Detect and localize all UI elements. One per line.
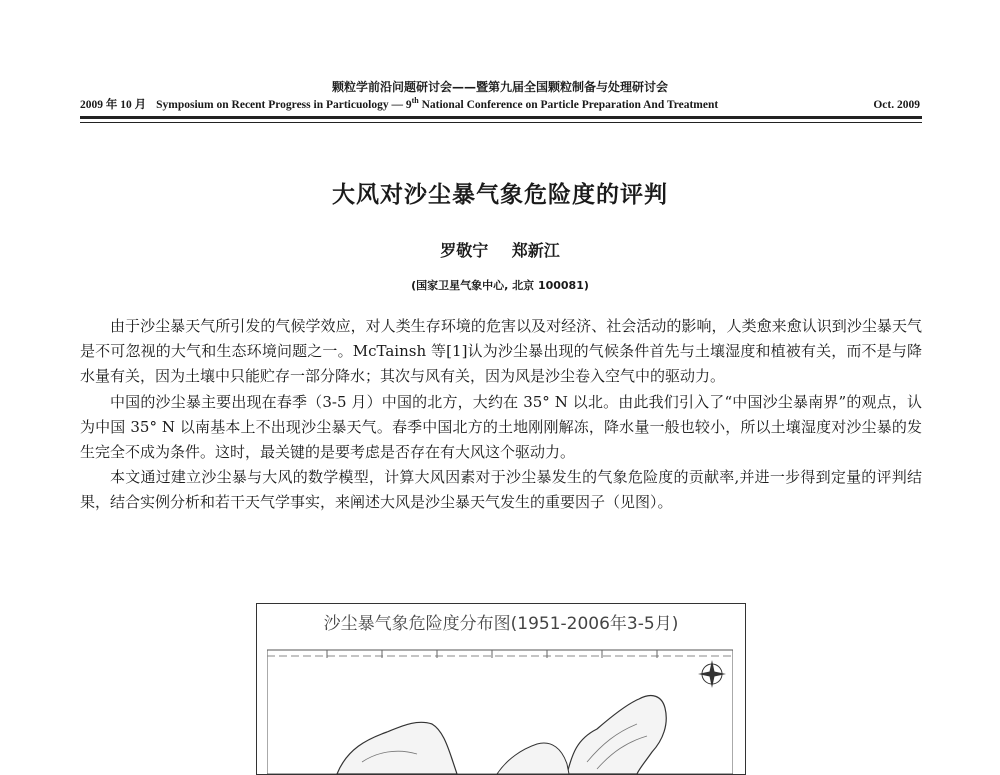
compass-rose-icon [698,660,726,688]
header-date-en: Oct. 2009 [873,99,920,111]
header-rule-thin [80,122,922,123]
header-symposium: Symposium on Recent Progress in Particuology — 9 [156,99,412,111]
figure-title: 沙尘暴气象危险度分布图(1951-2006年3-5月) [323,614,679,634]
header-conference-en [146,96,873,111]
paragraph-3: 本文通过建立沙尘暴与大风的数学模型，计算大风因素对于沙尘暴发生的气象危险度的贡献率,并进一步得到定量的评判结果，结合实例分析和若干天气学事实，来阐述大风是沙尘暴天气发生的重要因子（见图）。 [80,468,922,512]
running-header-en [80,96,920,112]
paragraph-1: 由于沙尘暴天气所引发的气候学效应，对人类生存环境的危害以及对经济、社会活动的影响，人类愈来愈认识到沙尘暴天气是不可忽视的大气和生态环境问题之一。McTainsh 等[1]认为沙尘暴出现的气候条件首先与土壤湿度和植被有关，而不是与降水量有关，因为土壤中只能贮存一部分降水；其次与风有关，因为风是沙尘卷入空气中的驱动力。 [80,317,922,386]
header-conference-name: National Conference on Particle Preparation And Treatment [418,99,719,111]
header-ordinal: th [411,96,419,106]
running-header-cn: 颗粒学前沿问题研讨会——暨第九届全国颗粒制备与处理研讨会 [331,80,668,94]
map-tick-marks [327,650,657,658]
china-west-outline [337,722,457,774]
paragraph-2: 中国的沙尘暴主要出现在春季（3-5 月）中国的北方，大约在 35° N 以北。由此我们引入了“中国沙尘暴南界”的观点，认为中国 35° N 以南基本上不出现沙尘暴天气。春季中国北方的土地刚刚解冻，降水量一般也较小，所以土壤湿度对沙尘暴的发生完全不成为条件。这时，最关键的是要考虑是否存在有大风这个驱动力。 [80,392,922,462]
paper-affiliation: (国家卫星气象中心, 北京 100081) [411,279,589,292]
paper-title: 大风对沙尘暴气象危险度的评判 [332,182,668,208]
figure [256,603,746,775]
header-rule-thick [80,116,922,119]
dust-storm-map [267,644,733,774]
paper-authors: 罗敬宁 郑新江 [440,241,560,260]
header-date-cn: 2009 年 10 月 [80,99,147,111]
body-text [80,314,922,516]
